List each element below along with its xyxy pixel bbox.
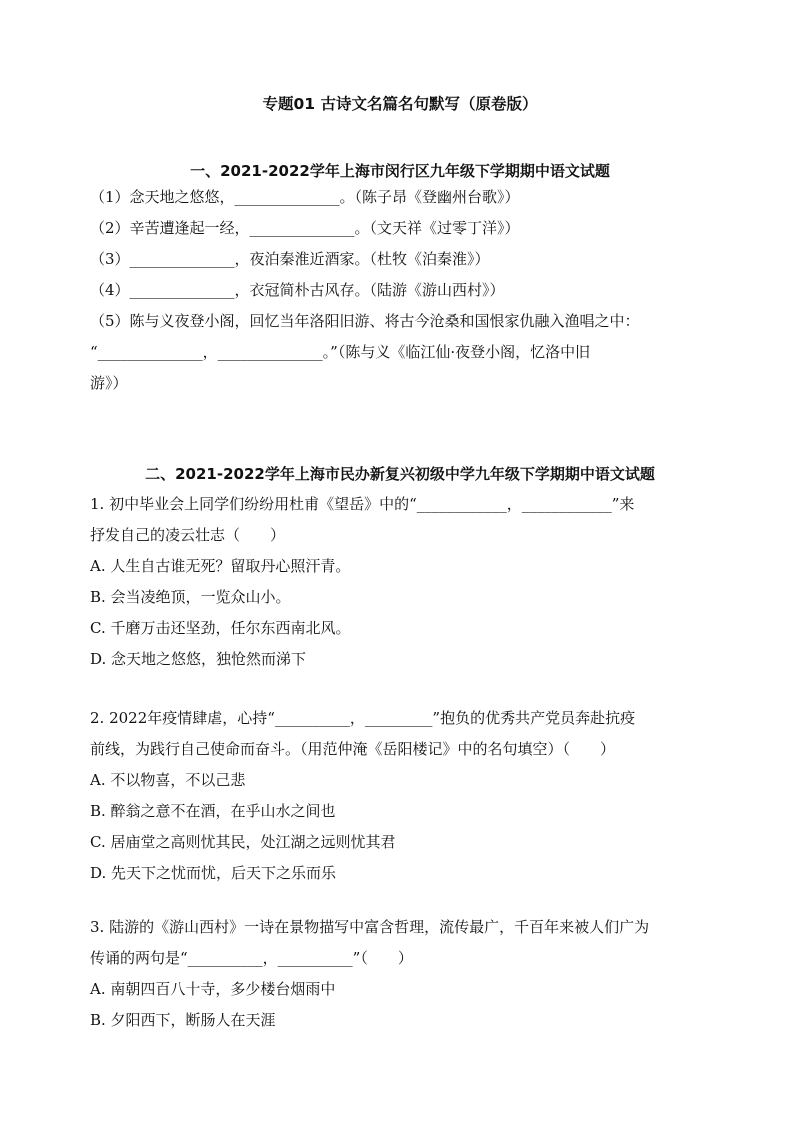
section-1-item-5-end: 游》） <box>90 374 128 392</box>
section-1-item-3: （3）______________，夜泊秦淮近酒家。（杜牧《泊秦淮》） <box>90 250 490 268</box>
question-1-option-a: A. 人生自古谁无死？留取丹心照汗青。 <box>90 557 351 575</box>
section-1-item-5-cont: “______________，______________。”（陈与义《临江仙·夜登小阁，忆洛中旧 <box>90 343 591 361</box>
question-2-option-b: B. 醉翁之意不在酒，在乎山水之间也 <box>90 802 336 820</box>
question-3-option-a: A. 南朝四百八十寺，多少楼台烟雨中 <box>90 980 336 998</box>
document-title: 专题01 古诗文名篇名句默写（原卷版） <box>262 95 538 113</box>
section-1-heading: 一、2021-2022学年上海市闵行区九年级下学期期中语文试题 <box>190 162 610 180</box>
question-1-option-d: D. 念天地之悠悠，独怆然而涕下 <box>90 650 307 668</box>
question-2-stem: 2. 2022年疫情肆虐，心持“__________，_________”抱负的优秀共产党员奔赴抗疫 <box>90 709 636 727</box>
question-1-stem: 1. 初中毕业会上同学们纷纷用杜甫《望岳》中的“____________，____________”来 <box>90 495 635 513</box>
section-1-item-5: （5）陈与义夜登小阁，回忆当年洛阳旧游、将古今沧桑和国恨家仇融入渔唱之中： <box>90 312 640 330</box>
question-1-option-c: C. 千磨万击还坚劲，任尔东西南北风。 <box>90 619 351 637</box>
question-3-option-b: B. 夕阳西下，断肠人在天涯 <box>90 1011 276 1029</box>
question-2-option-a: A. 不以物喜，不以己悲 <box>90 771 246 789</box>
question-3-stem: 3. 陆游的《游山西村》一诗在景物描写中富含哲理，流传最广，千百年来被人们广为 <box>90 918 650 936</box>
question-2-option-c: C. 居庙堂之高则忧其民，处江湖之远则忧其君 <box>90 833 396 851</box>
question-1-option-b: B. 会当凌绝顶，一览众山小。 <box>90 588 291 606</box>
section-2-heading: 二、2021-2022学年上海市民办新复兴初级中学九年级下学期期中语文试题 <box>145 465 655 483</box>
section-1-item-1: （1）念天地之悠悠，______________。（陈子昂《登幽州台歌》） <box>90 188 520 206</box>
question-3-stem-cont: 传诵的两句是“__________，__________”（ ） <box>90 949 413 967</box>
question-2-stem-cont: 前线，为践行自己使命而奋斗。（用范仲淹《岳阳楼记》中的名句填空）（ ） <box>90 740 616 758</box>
question-2-option-d: D. 先天下之忧而忧，后天下之乐而乐 <box>90 864 337 882</box>
section-1-item-2: （2）辛苦遭逢起一经，______________。（文天祥《过零丁洋》） <box>90 219 520 237</box>
question-1-stem-cont: 抒发自己的凌云壮志（ ） <box>90 526 286 544</box>
section-1-item-4: （4）______________，衣冠简朴古风存。（陆游《游山西村》） <box>90 281 505 299</box>
